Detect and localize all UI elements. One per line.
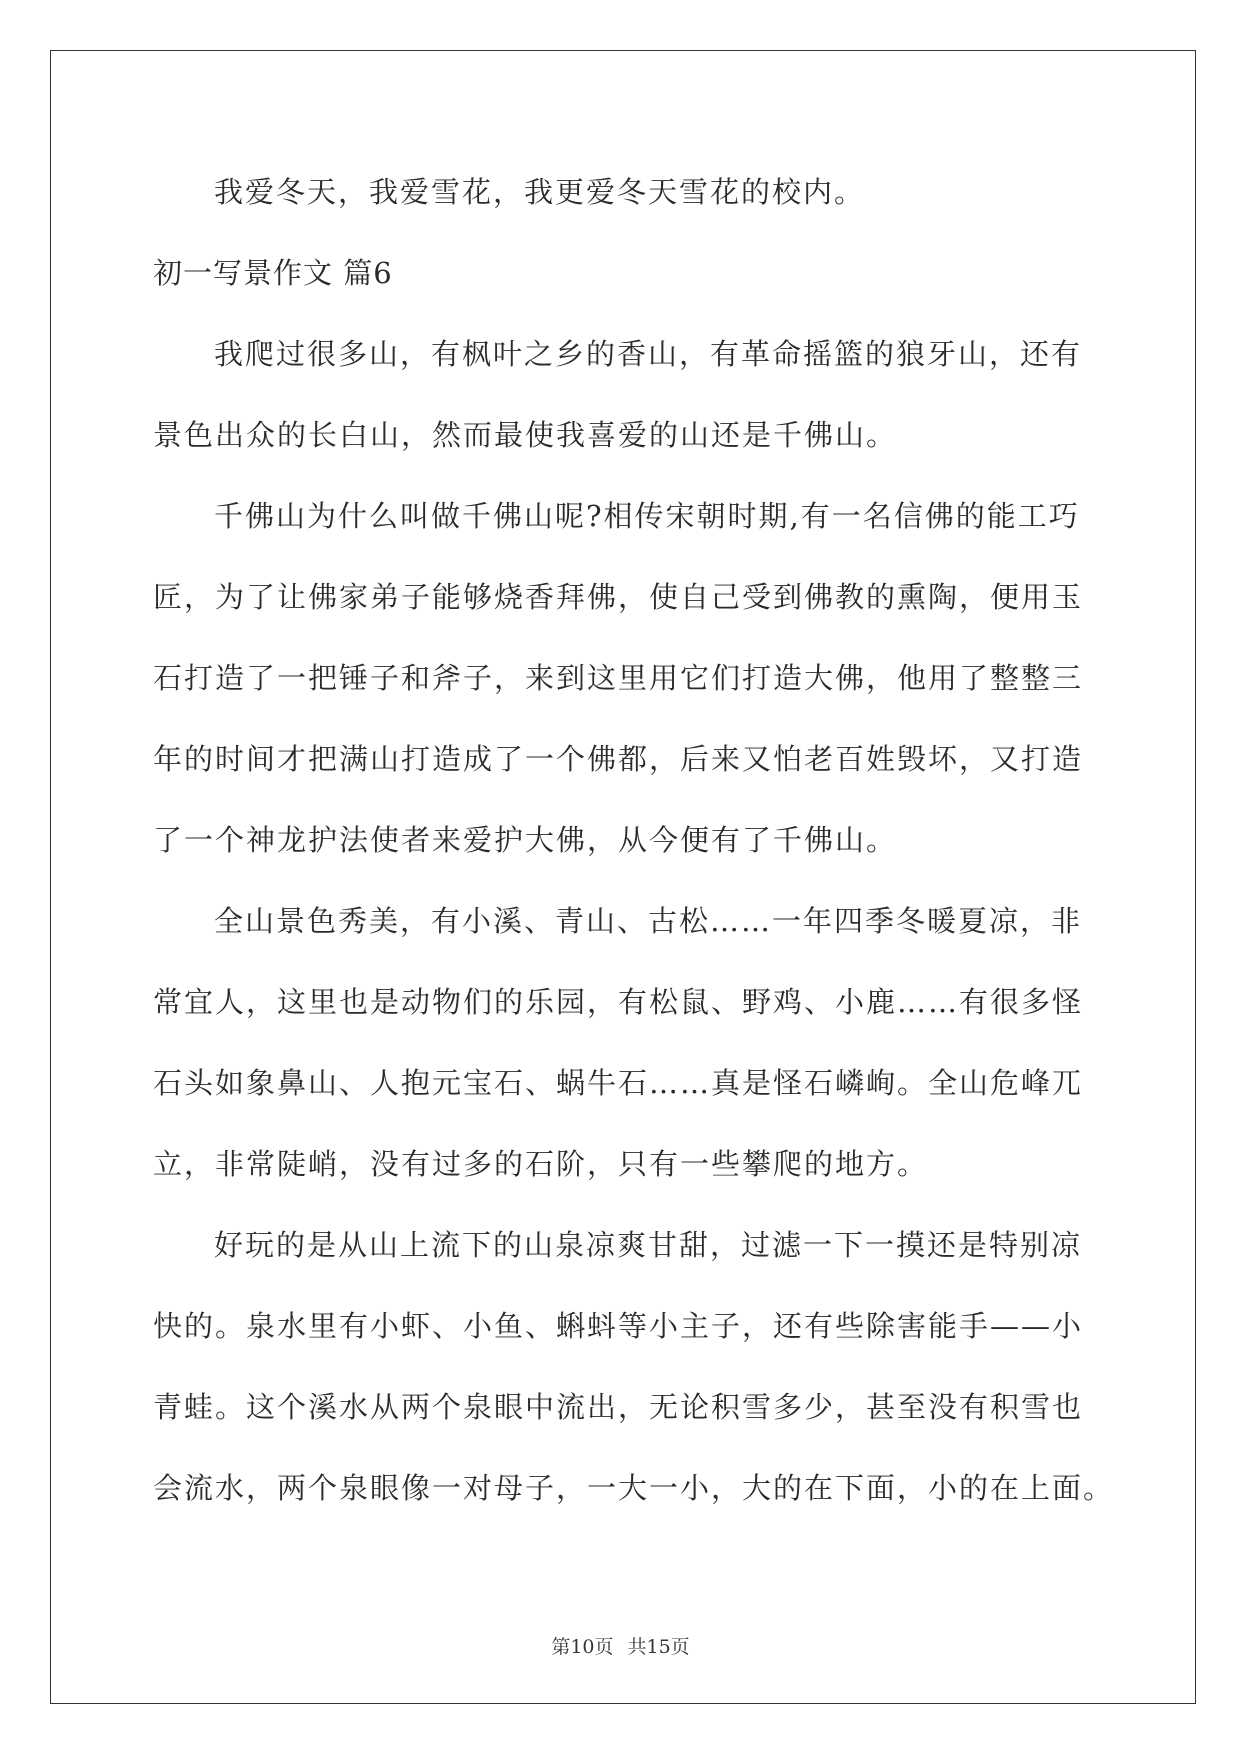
paragraph-line: 我爬过很多山，有枫叶之乡的香山，有革命摇篮的狼牙山，还有 xyxy=(214,337,1083,371)
page-number: 第10页 xyxy=(551,1636,614,1658)
paragraph-line: 匠，为了让佛家弟子能够烧香拜佛，使自己受到佛教的熏陶，便用玉 xyxy=(153,580,1084,614)
page-total: 共15页 xyxy=(627,1636,690,1658)
paragraph-line: 我爱冬天，我爱雪花，我更爱冬天雪花的校内。 xyxy=(214,175,866,209)
paragraph-line: 景色出众的长白山，然而最使我喜爱的山还是千佛山。 xyxy=(153,418,898,452)
paragraph-line: 全山景色秀美，有小溪、青山、古松……一年四季冬暖夏凉，非 xyxy=(214,904,1083,938)
page-footer xyxy=(0,1635,1241,1659)
page-border xyxy=(50,50,1196,1704)
paragraph-line: 了一个神龙护法使者来爱护大佛，从今便有了千佛山。 xyxy=(153,823,898,857)
paragraph-line: 石头如象鼻山、人抱元宝石、蜗牛石……真是怪石嶙峋。全山危峰兀 xyxy=(153,1066,1084,1100)
paragraph-line: 立，非常陡峭，没有过多的石阶，只有一些攀爬的地方。 xyxy=(153,1147,929,1181)
paragraph-line: 快的。泉水里有小虾、小鱼、蝌蚪等小主子，还有些除害能手——小 xyxy=(153,1309,1084,1343)
paragraph-line: 年的时间才把满山打造成了一个佛都，后来又怕老百姓毁坏，又打造 xyxy=(153,742,1084,776)
paragraph-line: 常宜人，这里也是动物们的乐园，有松鼠、野鸡、小鹿……有很多怪 xyxy=(153,985,1084,1019)
paragraph-line: 会流水，两个泉眼像一对母子，一大一小，大的在下面，小的在上面。 xyxy=(153,1471,1115,1505)
paragraph-line: 好玩的是从山上流下的山泉凉爽甘甜，过滤一下一摸还是特别凉 xyxy=(214,1228,1083,1262)
section-heading: 初一写景作文 篇6 xyxy=(153,256,393,290)
paragraph-line: 青蛙。这个溪水从两个泉眼中流出，无论积雪多少，甚至没有积雪也 xyxy=(153,1390,1084,1424)
paragraph-line: 石打造了一把锤子和斧子，来到这里用它们打造大佛，他用了整整三 xyxy=(153,661,1084,695)
paragraph-line: 千佛山为什么叫做千佛山呢?相传宋朝时期,有一名信佛的能工巧 xyxy=(214,499,1080,533)
